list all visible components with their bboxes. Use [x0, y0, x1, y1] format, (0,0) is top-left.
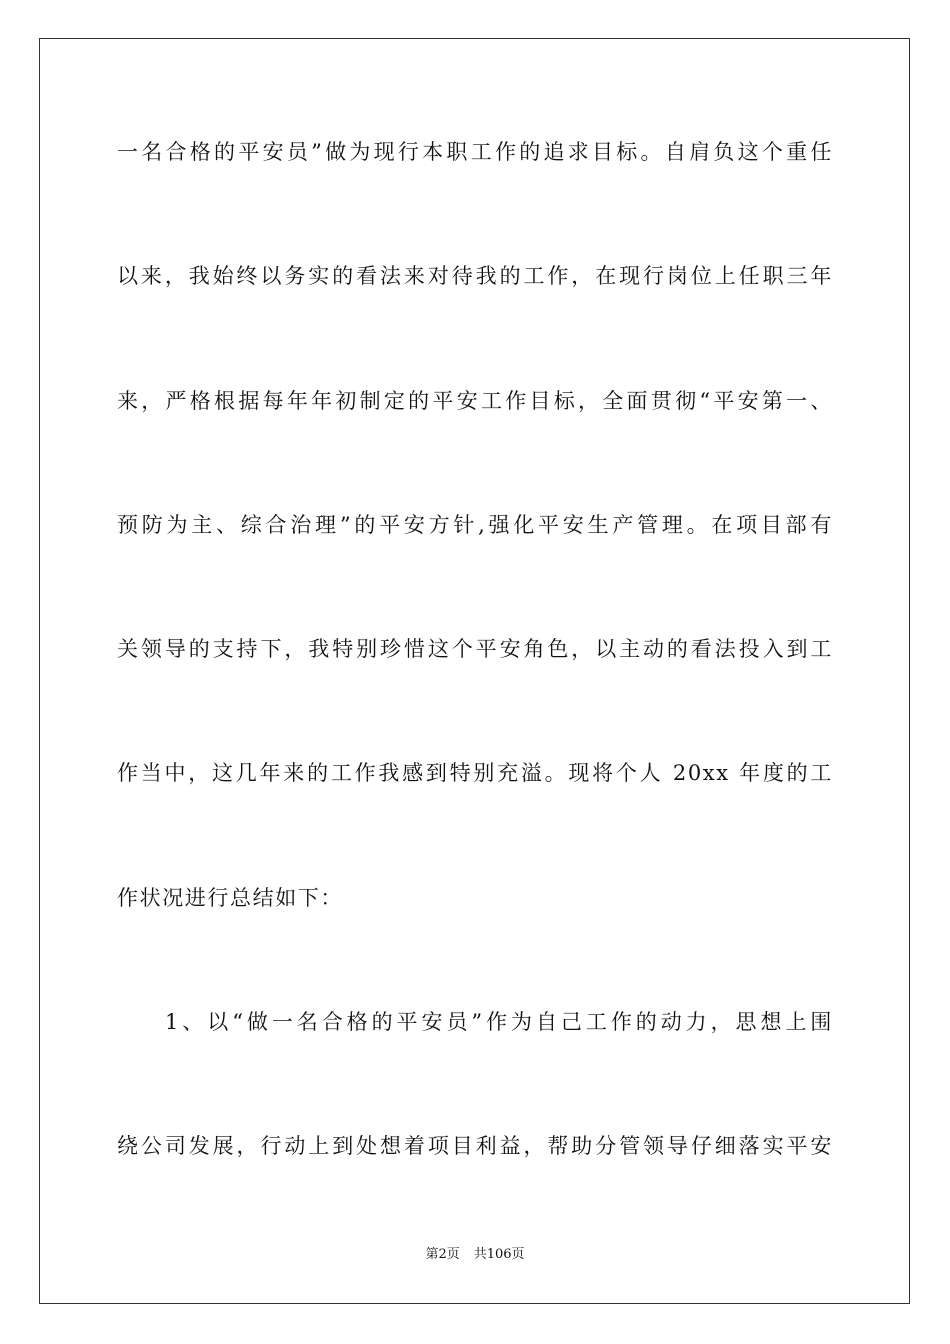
- total-pages: 共106页: [473, 1247, 525, 1262]
- text-line-2: 以来，我始终以务实的看法来对待我的工作，在现行岗位上任职三年: [117, 264, 833, 288]
- text-line-4: 预防为主、综合治理”的平安方针,强化平安生产管理。在项目部有: [117, 513, 833, 537]
- text-line-5: 关领导的支持下，我特别珍惜这个平安角色，以主动的看法投入到工: [117, 637, 833, 661]
- text-line-7: 作状况进行总结如下：: [117, 886, 343, 910]
- text-line-8: 1、以“做一名合格的平安员”作为自己工作的动力，思想上围: [165, 1010, 833, 1034]
- text-line-9: 绕公司发展，行动上到处想着项目利益，帮助分管领导仔细落实平安: [117, 1134, 833, 1158]
- text-line-6: 作当中，这几年来的工作我感到特别充溢。现将个人 20xx 年度的工: [117, 761, 833, 785]
- page-footer: [0, 1245, 950, 1265]
- text-line-3: 来，严格根据每年年初制定的平安工作目标，全面贯彻“平安第一、: [117, 389, 833, 413]
- page-border: [39, 38, 910, 1304]
- page-number: 第2页: [425, 1247, 460, 1262]
- text-line-1: 一名合格的平安员”做为现行本职工作的追求目标。自肩负这个重任: [117, 140, 833, 164]
